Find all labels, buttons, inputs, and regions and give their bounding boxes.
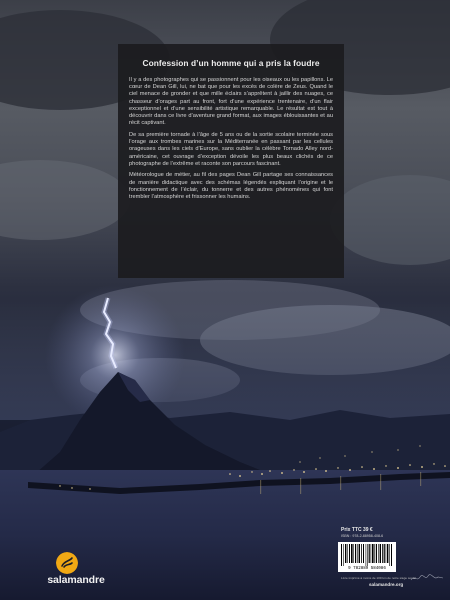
photographer-signature (410, 572, 444, 584)
publisher-name: salamandre (47, 574, 105, 586)
price: Prix TTC 39 € (341, 527, 373, 533)
blurb-paragraph-1: Il y a des photographes qui se passionnent pour les oiseaux ou les papillons. Le cœur de Dean Gill, lui, ne bat que pour les excès de colère de Zeus. Quand le ciel menace de gronder et que mille éclairs s’apprêtent à jaillir des nuages, ce chasseur d’orages part au front, fort d’une expérience trentenaire, d’un flair exceptionnel et d’une sensibilité artistique remarquable. Le résultat est tout à découvrir dans ce livre d’aventure grand format, aux images éblouissantes et au récit captivant. (129, 77, 333, 127)
barcode-bars (341, 544, 393, 566)
blurb-paragraph-3: Météorologue de métier, au fil des pages Dean Gill partage ses connaissances de manière didactique avec des schémas légendés expliquant l’origine et le fonctionnement de l’éclair, du tonnerre et des autres phénomènes qui font trembler l’atmosphère et frissonner les humains. (129, 172, 333, 201)
barcode (338, 542, 396, 572)
publisher-logo (36, 552, 116, 592)
barcode-digits: 9 782889 584086 (338, 567, 396, 572)
print-note: Livre imprimé à moins de 100 km de notre siège social (341, 576, 416, 580)
salamander-icon (56, 552, 78, 574)
price-block (341, 527, 421, 538)
blurb-title: Confession d’un homme qui a pris la foudre (142, 58, 320, 68)
isbn: ISBN : 978-2-88958-408-6 (341, 534, 384, 538)
blurb-panel (118, 44, 344, 278)
blurb-paragraph-2: De sa première tornade à l’âge de 5 ans ou de la sortie scolaire terminée sous l’orage aux trombes marines sur la Méditerranée en passant par les cellules orageuses dans les ciels d’Europe, sans oublier la célèbre Tornado Alley nord-américaine, cet ouvrage d’exception dévoile les plus beaux clichés de ce photographe de l’extrême et raconte son parcours fascinant. (129, 131, 333, 167)
publisher-website: salamandre.org (369, 582, 404, 587)
